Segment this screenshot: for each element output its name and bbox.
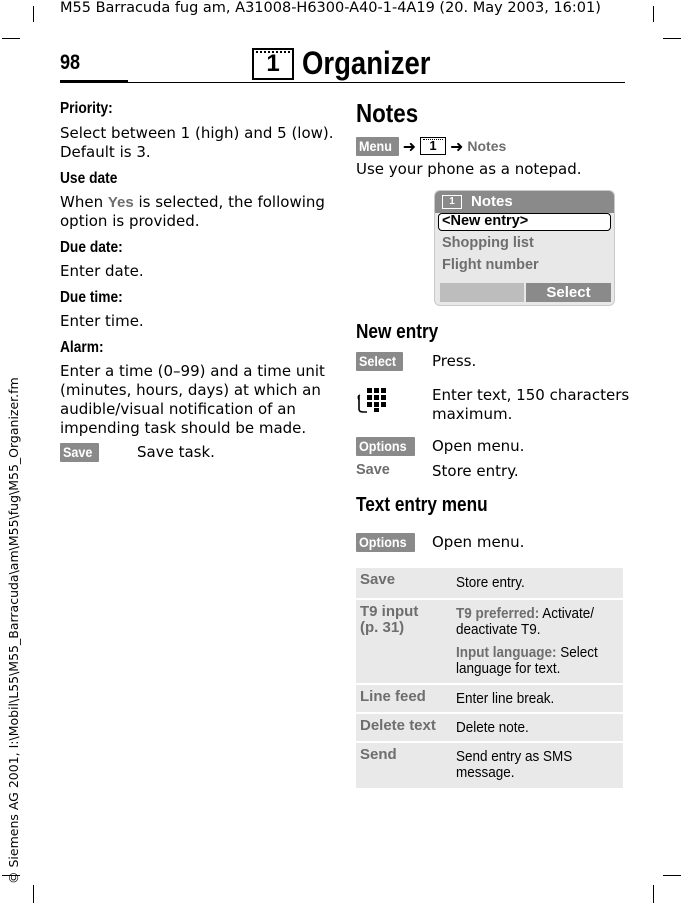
select-key [356, 352, 403, 371]
priority-text [60, 124, 334, 162]
table-desc [456, 749, 572, 781]
due-date-text: Enter date. [60, 262, 144, 280]
chapter-heading [252, 45, 451, 82]
text-entry-menu-title: Text entry menu [356, 494, 488, 516]
phone-title-bar [435, 191, 615, 213]
calendar-icon-digit: 1 [429, 138, 437, 153]
table-desc: Enter line break. [456, 690, 555, 707]
menu-softkey [356, 137, 399, 156]
input-language-line [456, 645, 598, 661]
input-language-line: language for text. [456, 660, 561, 677]
notes-intro: Use your phone as a notepad. [356, 160, 582, 178]
calendar-icon [252, 48, 294, 80]
use-date-line [60, 193, 325, 212]
crop-mark [663, 875, 681, 876]
table-key-line: T9 input [360, 603, 419, 620]
use-date-heading: Use date [60, 170, 118, 187]
table-key-line: (p. 31) [360, 619, 405, 636]
t9-preferred-line [456, 606, 598, 622]
table-row [356, 600, 623, 683]
crop-mark [653, 885, 654, 903]
crop-mark [663, 38, 681, 39]
alarm-text [60, 362, 325, 438]
table-row [356, 743, 623, 788]
enter-text-line: Enter text, 150 characters [432, 386, 630, 404]
use-date-post: is selected, the following [133, 193, 325, 211]
table-desc: Delete note. [456, 719, 529, 736]
send-desc-line: Send entry as SMS [456, 748, 573, 765]
input-language-text: Select [556, 644, 598, 661]
new-entry-title: New entry [356, 321, 439, 343]
priority-text-line: Select between 1 (high) and 5 (low). [60, 124, 334, 142]
priority-heading: Priority: [60, 100, 113, 117]
use-date-line: option is provided. [60, 212, 200, 230]
enter-text-line: maximum. [432, 405, 513, 423]
phone-screen [434, 190, 615, 306]
crop-mark [33, 885, 34, 903]
table-desc [456, 606, 598, 677]
crop-mark [2, 38, 20, 39]
softkey-left[interactable] [440, 283, 524, 302]
save-task-text: Save task. [137, 443, 215, 461]
alarm-line: (minutes, hours, days) at which an [60, 381, 321, 399]
table-key: Send [360, 746, 397, 763]
menu-softkey-label: Menu [359, 137, 392, 154]
alarm-line: Enter a time (0–99) and a time unit [60, 362, 325, 380]
notes-path-target: Notes [467, 138, 507, 154]
table-row [356, 685, 623, 712]
list-item[interactable]: Shopping list [442, 235, 534, 251]
due-date-heading: Due date: [60, 239, 123, 256]
header-bar [60, 80, 128, 83]
table-key: Delete text [360, 717, 436, 734]
save-softkey-label: Save [63, 444, 93, 460]
calendar-icon [442, 195, 462, 209]
header-rule [128, 82, 625, 83]
due-time-heading: Due time: [60, 289, 123, 306]
page-number: 98 [60, 51, 81, 74]
due-time-text: Enter time. [60, 312, 144, 330]
list-item[interactable]: Flight number [442, 257, 539, 273]
calendar-icon-digit: 1 [266, 49, 280, 77]
t9-preferred-text: Activate/ [539, 605, 595, 622]
press-text: Press. [432, 352, 477, 370]
calendar-icon [420, 137, 446, 155]
crop-mark [653, 6, 654, 22]
save-option: Save [356, 462, 390, 478]
arrow-icon: ➜ [449, 136, 464, 156]
alarm-heading: Alarm: [60, 339, 104, 356]
alarm-line: impending task should be made. [60, 419, 307, 437]
crop-mark [33, 6, 34, 22]
chapter-title: Organizer [302, 45, 431, 81]
save-softkey [60, 443, 99, 462]
table-row [356, 568, 623, 598]
options-key-label: Options [359, 534, 407, 550]
table-desc: Store entry. [456, 574, 525, 591]
options-key-label: Options [359, 438, 407, 454]
store-entry-text: Store entry. [432, 462, 519, 480]
running-header: M55 Barracuda fug am, A31008-H6300-A40-1-4A19 (20. May 2003, 16:01) [60, 0, 601, 16]
open-menu-text: Open menu. [432, 437, 525, 455]
calendar-icon-digit: 1 [449, 196, 455, 207]
send-desc-line: message. [456, 764, 515, 781]
input-language-label: Input language: [456, 644, 557, 661]
keypad-icon [357, 387, 387, 413]
notes-menu-path [356, 136, 506, 156]
enter-text-desc [432, 386, 629, 424]
use-date-pre: When [60, 193, 108, 211]
list-item[interactable]: <New entry> [442, 213, 529, 229]
t9-preferred-line: deactivate T9. [456, 621, 541, 638]
table-key: Line feed [360, 688, 426, 705]
phone-title: Notes [471, 193, 513, 210]
select-key-label: Select [359, 353, 397, 369]
open-menu-text: Open menu. [432, 533, 525, 551]
notes-title: Notes [356, 98, 419, 128]
table-key [360, 604, 418, 636]
priority-text-line: Default is 3. [60, 143, 151, 161]
yes-option: Yes [107, 194, 134, 211]
options-key [356, 437, 415, 456]
options-key [356, 533, 415, 552]
t9-preferred-label: T9 preferred: [456, 605, 540, 622]
use-date-text [60, 193, 325, 231]
side-path-text: © Siemens AG 2001, I:\Mobil\L55\M55_Barracuda\am\M55\fug\M55_Organizer.fm [6, 377, 21, 884]
select-softkey[interactable]: Select [526, 283, 611, 302]
text-entry-menu-table [356, 568, 623, 790]
arrow-icon: ➜ [402, 136, 416, 156]
table-key: Save [360, 571, 396, 588]
table-row [356, 714, 623, 741]
alarm-line: audible/visual notification of an [60, 400, 296, 418]
